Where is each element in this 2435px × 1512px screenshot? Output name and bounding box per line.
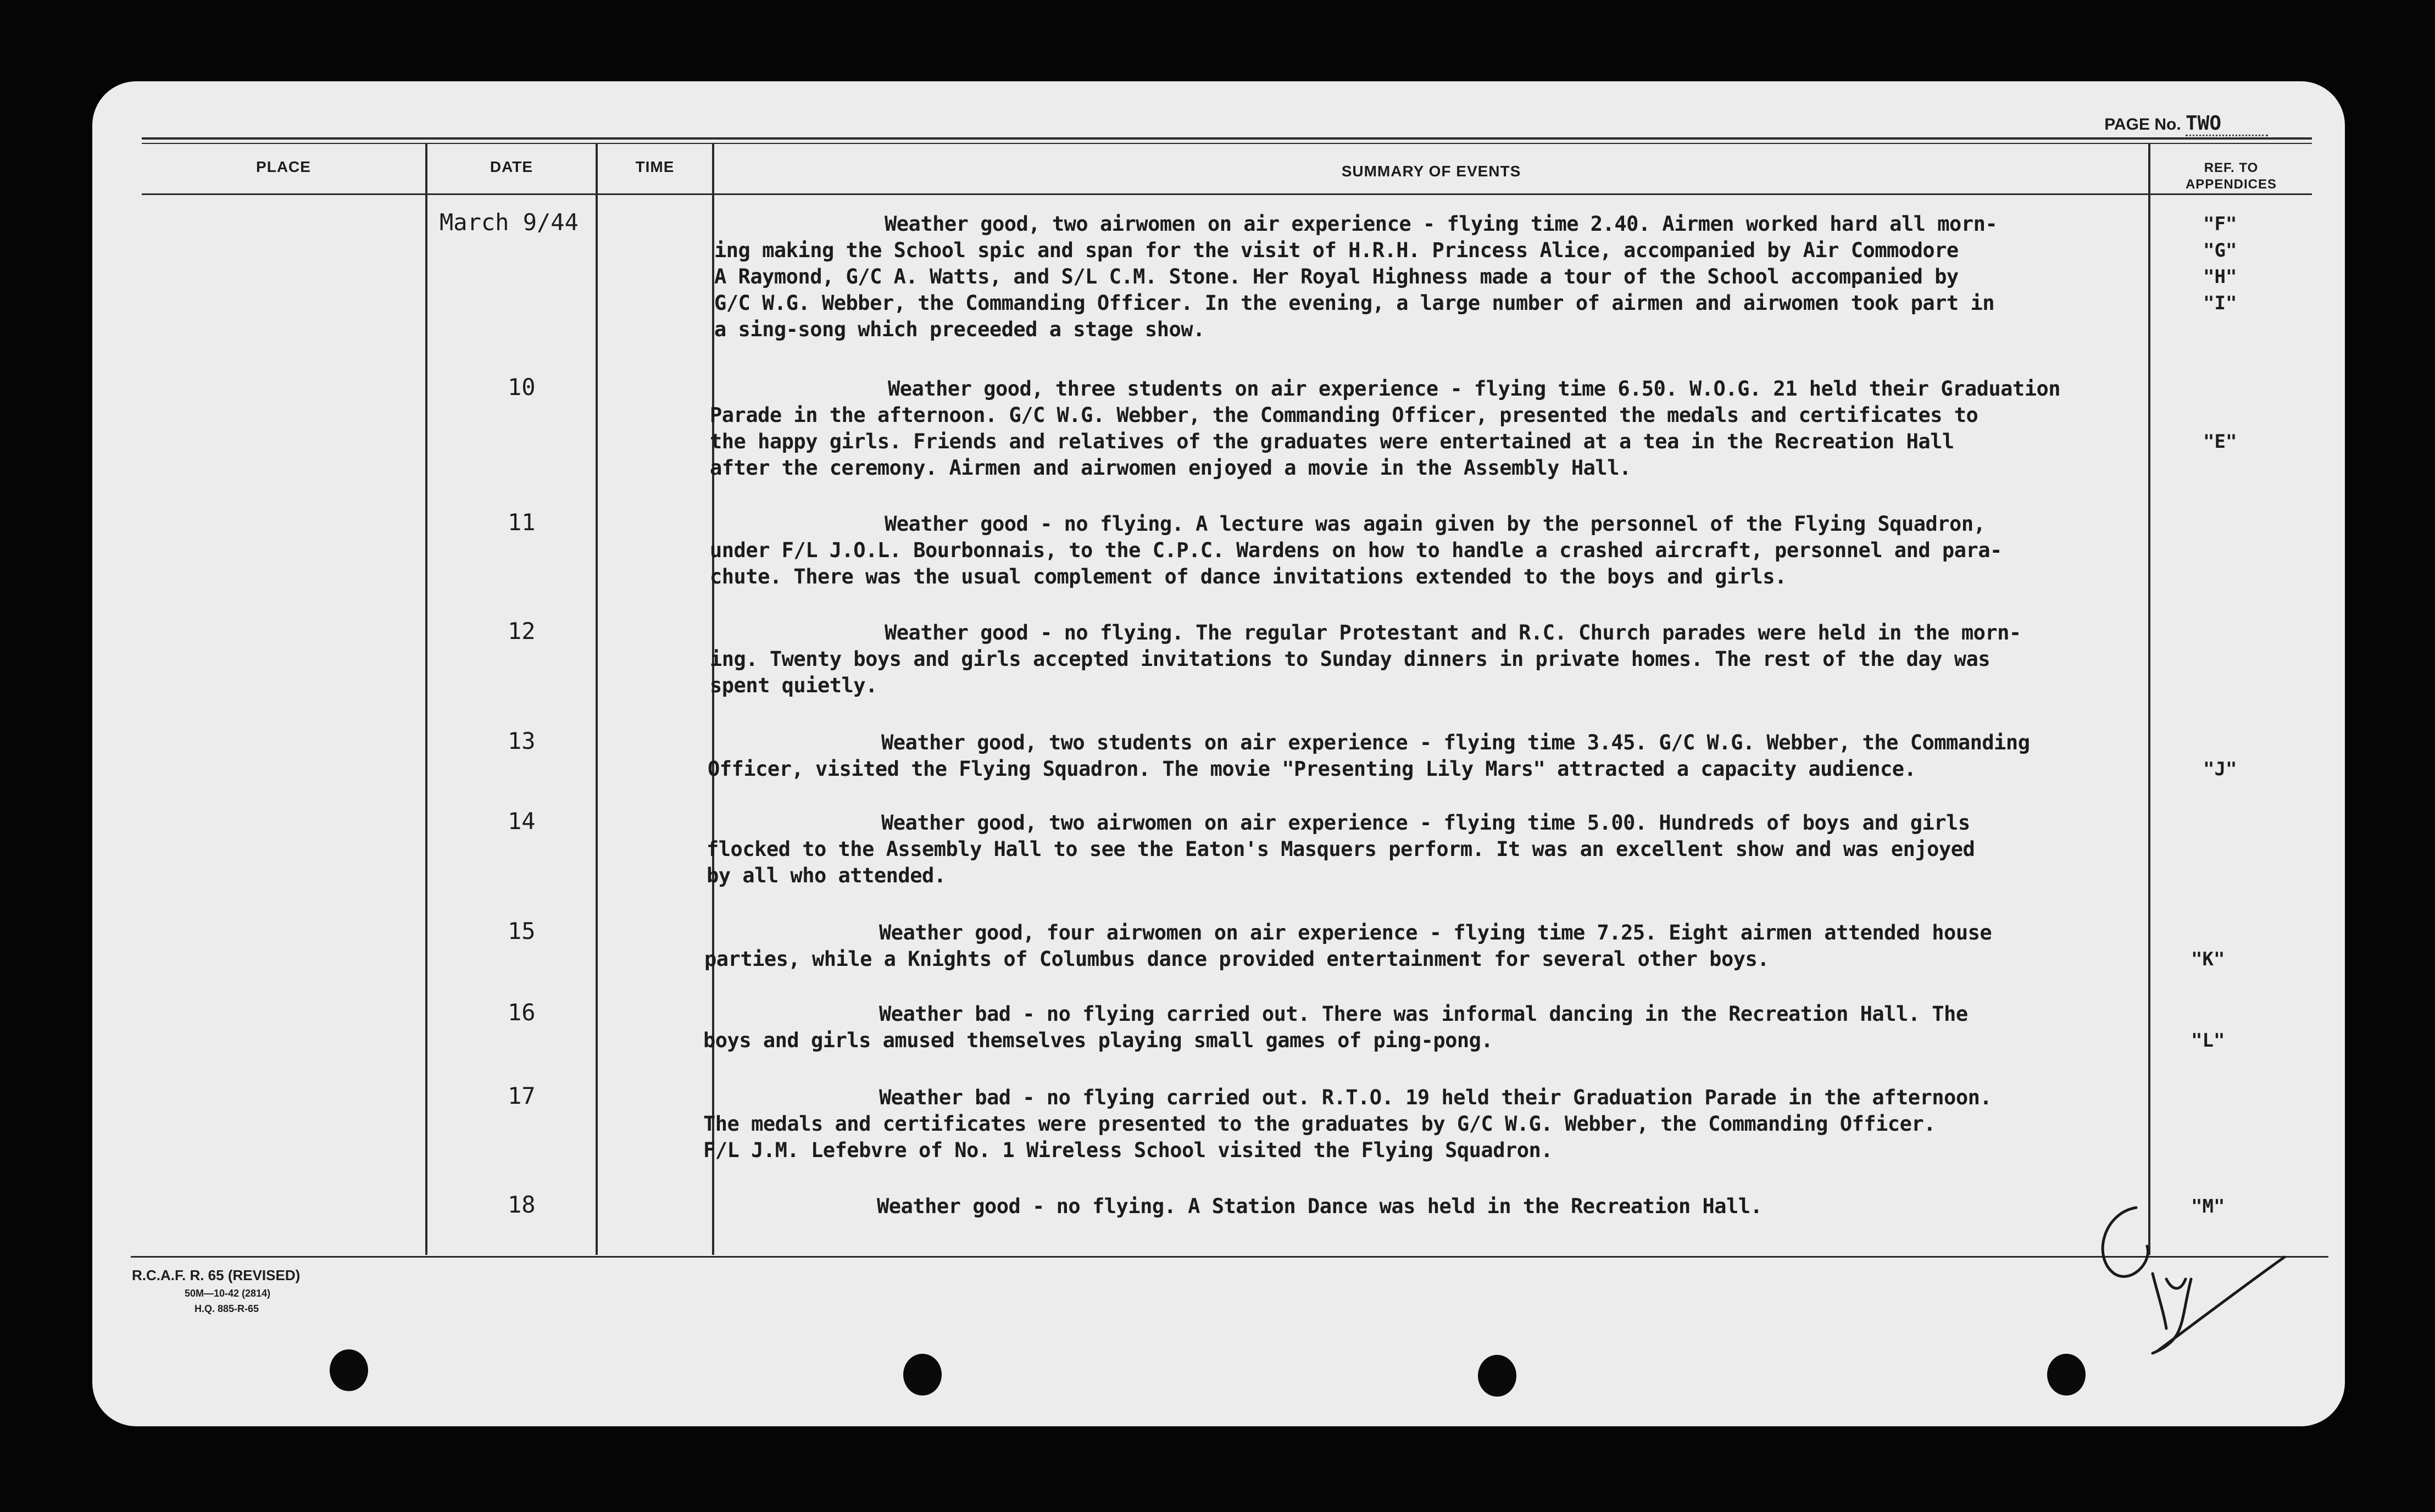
- entry-line: Officer, visited the Flying Squadron. The movie "Presenting Lily Mars" attracted a capacity audience.: [708, 757, 1916, 781]
- entry-line: Weather bad - no flying carried out. There was informal dancing in the Recreation Hall. The: [879, 1002, 1968, 1026]
- handwritten-initials: [2070, 1197, 2306, 1356]
- entry-date: 18: [508, 1191, 536, 1218]
- entry-line: Weather good - no flying. A Station Dance was held in the Recreation Hall.: [877, 1194, 1763, 1218]
- entry-date: 17: [508, 1082, 536, 1109]
- entry-line: Weather good, two students on air experience - flying time 3.45. G/C W.G. Webber, the Commanding: [881, 731, 2030, 754]
- entry-date: March 9/44: [440, 209, 579, 236]
- form-hq-code: H.Q. 885-R-65: [194, 1303, 259, 1314]
- entry-line: spent quietly.: [710, 674, 877, 697]
- appendix-ref: "H": [2203, 266, 2237, 288]
- binder-hole: [1478, 1355, 1516, 1397]
- entry-line: ing making the School spic and span for the visit of H.R.H. Princess Alice, accompanied by Air Commodore: [714, 238, 1959, 262]
- header-ref-line2: APPENDICES: [2185, 177, 2277, 192]
- appendix-ref: "J": [2203, 758, 2237, 780]
- date-time-divider: [596, 143, 598, 1255]
- entry-line: ing. Twenty boys and girls accepted invitations to Sunday dinners in private homes. The rest of the day was: [710, 647, 1991, 671]
- header-bottom-rule: [142, 193, 2312, 195]
- top-rule: [142, 137, 2312, 140]
- entry-line: Weather bad - no flying carried out. R.T.O. 19 held their Graduation Parade in the afternoon.: [879, 1086, 1992, 1109]
- entry-date: 14: [508, 808, 536, 835]
- entry-line: parties, while a Knights of Columbus dance provided entertainment for several other boys.: [704, 947, 1770, 971]
- header-place: PLACE: [256, 158, 311, 175]
- entry-date: 10: [508, 374, 536, 401]
- entry-date: 15: [508, 918, 536, 944]
- appendix-ref: "E": [2203, 431, 2237, 453]
- entry-line: after the ceremony. Airmen and airwomen enjoyed a movie in the Assembly Hall.: [710, 456, 1631, 480]
- appendix-ref: "K": [2191, 948, 2225, 970]
- header-time: TIME: [635, 158, 675, 175]
- page-number-field: [2104, 112, 2268, 136]
- entry-date: 12: [508, 618, 536, 644]
- entry-line: Weather good, two airwomen on air experience - flying time 5.00. Hundreds of boys and girls: [881, 811, 1970, 835]
- entry-line: Parade in the afternoon. G/C W.G. Webber, the Commanding Officer, presented the medals and certificates to: [710, 403, 1978, 427]
- appendix-ref: "I": [2203, 292, 2237, 314]
- header-ref-line1: REF. TO: [2204, 160, 2259, 175]
- entry-line: Weather good - no flying. A lecture was again given by the personnel of the Flying Squadron,: [885, 512, 1986, 536]
- entry-line: a sing-song which preceeded a stage show.: [714, 318, 1205, 341]
- entry-date: 13: [508, 727, 536, 754]
- entry-date: 16: [508, 999, 536, 1026]
- entry-date: 11: [508, 509, 536, 536]
- entry-line: The medals and certificates were presented to the graduates by G/C W.G. Webber, the Commanding Officer.: [703, 1112, 1936, 1136]
- entry-line: F/L J.M. Lefebvre of No. 1 Wireless School visited the Flying Squadron.: [703, 1138, 1553, 1162]
- entry-line: flocked to the Assembly Hall to see the Eaton's Masquers perform. It was an excellent show and was enjoyed: [707, 837, 1975, 861]
- form-print-code: 50M—10-42 (2814): [185, 1288, 271, 1299]
- entry-line: Weather good, three students on air experience - flying time 6.50. W.O.G. 21 held their Graduation: [888, 377, 2061, 401]
- top-rule-second: [142, 143, 2312, 144]
- entry-line: G/C W.G. Webber, the Commanding Officer. In the evening, a large number of airmen and airwomen took part in: [714, 291, 1995, 315]
- binder-hole: [2047, 1354, 2086, 1396]
- appendix-ref: "M": [2191, 1196, 2225, 1218]
- form-number: R.C.A.F. R. 65 (REVISED): [132, 1267, 301, 1283]
- appendix-ref: "L": [2191, 1030, 2225, 1052]
- header-date: DATE: [490, 158, 533, 175]
- entry-line: by all who attended.: [707, 864, 946, 887]
- entry-line: A Raymond, G/C A. Watts, and S/L C.M. Stone. Her Royal Highness made a tour of the School accompanied by: [714, 265, 1959, 288]
- entry-line: under F/L J.O.L. Bourbonnais, to the C.P.C. Wardens on how to handle a crashed aircraft, personnel and para-: [710, 538, 2002, 562]
- binder-hole: [330, 1349, 368, 1391]
- binder-hole: [903, 1354, 942, 1396]
- entry-line: chute. There was the usual complement of dance invitations extended to the boys and girls.: [710, 565, 1787, 588]
- footer-rule: [131, 1256, 2328, 1258]
- appendix-ref: "F": [2203, 213, 2237, 235]
- entry-line: boys and girls amused themselves playing small games of ping-pong.: [703, 1029, 1493, 1052]
- header-summary: SUMMARY OF EVENTS: [1341, 163, 1521, 180]
- entry-line: the happy girls. Friends and relatives of the graduates were entertained at a tea in the Recreation Hall: [710, 430, 1954, 453]
- entry-line: Weather good - no flying. The regular Protestant and R.C. Church parades were held in the morn-: [885, 621, 2021, 644]
- entry-line: Weather good, two airwomen on air experience - flying time 2.40. Airmen worked hard all morn-: [885, 212, 1998, 236]
- entry-line: Weather good, four airwomen on air experience - flying time 7.25. Eight airmen attended house: [879, 921, 1992, 944]
- page-number-label: PAGE No.: [2104, 115, 2181, 134]
- page-number-value: TWO: [2186, 112, 2268, 136]
- place-date-divider: [425, 143, 427, 1255]
- summary-ref-divider: [2148, 143, 2150, 1255]
- diary-sheet: [92, 81, 2345, 1426]
- appendix-ref: "G": [2203, 240, 2237, 262]
